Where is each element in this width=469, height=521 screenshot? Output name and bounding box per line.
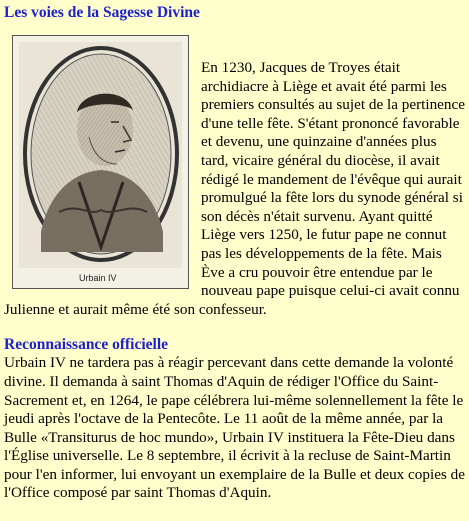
section-title-sagesse: Les voies de la Sagesse Divine bbox=[4, 4, 200, 21]
portrait-urbain-iv bbox=[12, 35, 189, 289]
section-title-reconnaissance: Reconnaissance officielle bbox=[4, 336, 169, 354]
section-reconnaissance-paragraph: Urbain IV ne tardera pas à réagir percevant dans cette demande la volonté divine. Il demanda à saint Thomas d'Aquin de rédiger l'Office du Saint-Sacrement et, en 1264, le pape célébrera lui-même solennellement la fête le jeudi après l'octave de la Pentecôte. Le 11 août de la même année, par la Bulle «Transiturus de hoc mundo», Urbain IV instituera la Fête-Dieu dans l'Église universelle. Le 8 septembre, il écrivit à la recluse de Saint-Martin pour l'en informer, lui envoyant un exemplaire de la Bulle et deux copies de l'Office composé par saint Thomas d'Aquin. bbox=[4, 354, 465, 502]
section-sagesse bbox=[4, 22, 466, 319]
section-sagesse-paragraph: En 1230, Jacques de Troyes était archidiacre à Liège et avait été parmi les premiers consultés au sujet de la pertinence d'une telle fête. S'étant prononcé favorable et devenu, une quinzaine d'années plus tard, vicaire général du diocèse, il avait rédigé le mandement de l'évêque qui aurait promulgué la fête lors du synode général si son décès n'était survenu. Ayant quitté Liège vers 1250, le futur pape ne connut pas les développements de la fête. Mais Ève a cru pouvoir être entendue par le nouveau pape puisque celui-ci avait connu Julienne et aurait même été son confesseur. bbox=[4, 59, 465, 318]
portrait-engraving bbox=[19, 42, 182, 268]
article bbox=[4, 0, 466, 503]
portrait-caption: Urbain IV bbox=[79, 273, 117, 283]
